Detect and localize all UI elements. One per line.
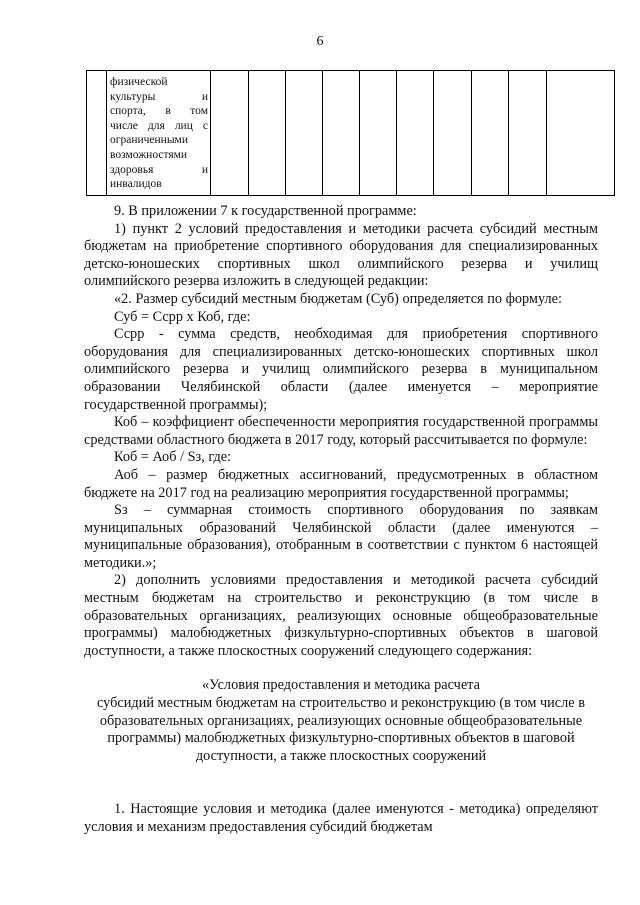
table-cell bbox=[397, 71, 434, 196]
paragraph: Ссрр - сумма средств, необходимая для приобретения спортивного оборудования для специализированных детско-юношеских спортивных школ олимпийского резерва и училищ олимпийского резерва в муниципальном образовании Челябинской области (далее именуется – мероприятие государственной программы); bbox=[84, 326, 598, 413]
heading-line: образовательных организациях, реализующих основные общеобразовательные bbox=[99, 712, 583, 729]
document-body bbox=[84, 203, 598, 837]
paragraph: Коб – коэффициент обеспеченности мероприятия государственной программы средствами областного бюджета в 2017 году, который рассчитывается по формуле: bbox=[84, 414, 598, 448]
heading-line: доступности, а также плоскостных сооружений bbox=[195, 747, 487, 764]
paragraph: 2) дополнить условиями предоставления и методикой расчета субсидий местным бюджетам на строительство и реконструкцию (в том числе в образовательных организациях, реализующих основные общеобразовательные программы) малобюджетных физкультурно-спортивных объектов в шаговой доступности, а также плоскостных сооружений следующего содержания: bbox=[84, 572, 598, 659]
paragraph: Sз – суммарная стоимость спортивного оборудования по заявкам муниципальных образований Челябинской области (далее именуются – муниципальные образования), отобранным в соответствии с пунктом 6 настоящей методики.»; bbox=[84, 502, 598, 571]
paragraph: 1. Настоящие условия и методика (далее именуются - методика) определяют условия и механизм предоставления субсидий бюджетам bbox=[84, 801, 598, 835]
table-cell bbox=[323, 71, 360, 196]
table-cell bbox=[547, 71, 615, 196]
formula: Суб = Ссрр х Коб, где: bbox=[114, 308, 251, 325]
cell-line: ограниченными bbox=[110, 134, 188, 147]
table-cell bbox=[249, 71, 286, 196]
paragraph: 1) пункт 2 условий предоставления и методики расчета субсидий местным бюджетам на приобретение спортивного оборудования для специализированных детско-юношеских спортивных школ олимпийского резерва и училищ олимпийского резерва изложить в следующей редакции: bbox=[84, 220, 598, 290]
paragraph: 9. В приложении 7 к государственной программе: bbox=[114, 203, 417, 219]
page-number: 6 bbox=[316, 34, 324, 49]
continuation-table bbox=[86, 70, 615, 196]
table-cell bbox=[87, 71, 107, 196]
table-cell bbox=[509, 71, 547, 196]
heading-line: субсидий местным бюджетам на строительство и реконструкцию (в том числе в bbox=[97, 695, 585, 712]
formula: Коб = Аоб / Sз, где: bbox=[114, 449, 232, 466]
cell-line: возможностями bbox=[110, 148, 188, 161]
table-row bbox=[87, 71, 615, 196]
heading-line: «Условия предоставления и методика расчета bbox=[202, 677, 480, 694]
table-cell-description bbox=[107, 71, 211, 196]
table-cell bbox=[286, 71, 323, 196]
cell-line: числе для лиц с bbox=[110, 119, 208, 132]
table-cell bbox=[434, 71, 472, 196]
cell-line: здоровья и bbox=[110, 163, 208, 176]
table-cell bbox=[360, 71, 397, 196]
paragraph: Аоб – размер бюджетных ассигнований, предусмотренных в областном бюджете на 2017 год на реализацию мероприятия государственной программы; bbox=[84, 466, 598, 501]
heading-line: программы) малобюджетных физкультурно-спортивных объектов в шаговой bbox=[107, 730, 575, 747]
section-heading bbox=[84, 677, 598, 765]
paragraph: «2. Размер субсидий местным бюджетам (Суб) определяется по формуле: bbox=[114, 290, 562, 307]
table-cell bbox=[211, 71, 249, 196]
cell-line: спорта, в том bbox=[110, 105, 208, 118]
cell-line: культуры и bbox=[110, 90, 208, 103]
cell-line: инвалидов bbox=[110, 178, 162, 191]
table-cell bbox=[472, 71, 509, 196]
cell-line: физической bbox=[110, 76, 168, 88]
